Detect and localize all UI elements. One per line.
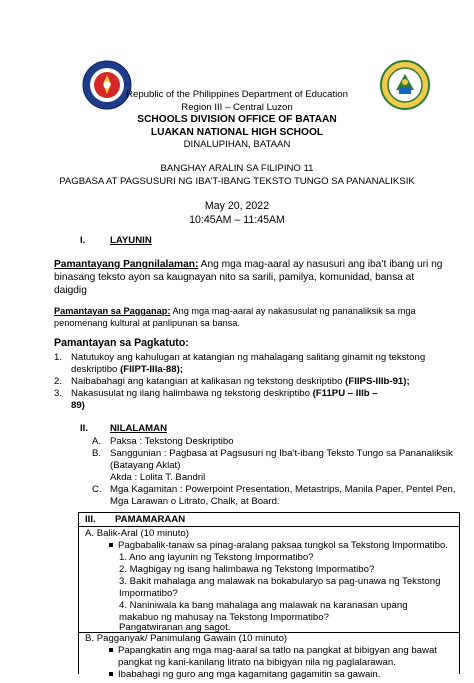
procedure-table — [78, 512, 460, 680]
header-line-1: Republic of the Philippines Department of Education — [126, 89, 348, 100]
competency-code: (FIIPS-IIIb-91); — [345, 376, 410, 387]
section-2-title: NILALAMAN — [110, 423, 168, 434]
pagganyak-title: B. Pagganyak/ Panimulang Gawain (10 minuto) — [85, 633, 288, 644]
bullet-text: Pagbabalik-tanaw sa pinag-aralang paksaa tungkol sa Tekstong Impormatibo. — [118, 540, 448, 551]
pangnilalaman-text-1: Ang mga mag-aaral ay nasusuri ang iba’t ibang uri ng — [198, 259, 443, 270]
question-4-cont-2: Pangatwiranan ang sagot. — [119, 622, 231, 633]
pagkatuto-label: Pamantayan sa Pagkatuto: — [54, 337, 189, 349]
competency-text-line — [71, 376, 410, 388]
competency-text: Nakasusulat ng ilang halimbawa ng tekstong deskriptibo — [71, 388, 313, 399]
bullet-icon — [109, 543, 113, 547]
competency-3 — [54, 388, 378, 400]
competency-text: Naibabahagi ang katangian at kalikasan ng tekstong deskriptibo — [71, 376, 346, 387]
competency-3-code-cont: 89) — [71, 400, 85, 411]
pamantayang-pangnilalaman — [54, 259, 442, 271]
lesson-time: 10:45AM – 11:45AM — [189, 214, 285, 226]
header-location: DINALUPIHAN, BATAAN — [183, 139, 291, 150]
bullet-icon — [109, 648, 113, 652]
pagganap-text-2: penomenang kultural at panlipunan sa bansa. — [54, 318, 240, 328]
competency-number: 2. — [54, 376, 63, 387]
competency-1-line-2 — [71, 364, 183, 376]
bullet-text: Papangkatin ang mga mag-aaral sa tatlo na pangkat at bibigyan ang bawat — [118, 645, 437, 656]
table-header-row — [79, 513, 459, 527]
question-1: 1. Ano ang layunin ng Tekstong Impormatibo? — [119, 552, 314, 563]
balik-aral-bullet — [109, 540, 448, 552]
competency-code: (FIIPT-IIIa-88); — [120, 364, 183, 375]
plan-title: BANGHAY ARALIN SA FILIPINO 11 — [160, 163, 314, 174]
pagganap-text-1: Ang mga mag-aaral ay nakasusulat ng pananaliksik sa mga — [170, 306, 416, 316]
content-item-a-letter: A. — [92, 436, 102, 447]
section-2-number: II. — [80, 423, 88, 434]
competency-text: deskriptibo — [71, 364, 121, 375]
competency-number: 1. — [54, 352, 63, 363]
question-2: 2. Magbigay ng isang halimbawa ng Tekstong Impormatibo? — [119, 564, 375, 575]
competency-text-line — [71, 388, 378, 400]
question-3-cont: Impormatibo? — [119, 588, 178, 599]
header-line-2: Region III – Central Luzon — [181, 102, 293, 113]
section-1-number: I. — [80, 235, 86, 246]
header-division: SCHOOLS DIVISION OFFICE OF BATAAN — [137, 114, 337, 125]
question-4: 4. Naniniwala ka bang mahalaga ang malawak na karanasan upang — [119, 600, 408, 611]
pagganyak-bullet-1-cont: pangkat ng kani-kanilang litrato na bibigyan nila ng paglalarawan. — [118, 657, 396, 668]
content-item-c-line-2: Mga Larawan o Litrato, Chalk, at Board. — [110, 496, 280, 507]
table-row-pagganyak — [79, 633, 459, 683]
competency-text: Natutukoy ang kahulugan at katangian ng mahalagang salitang ginamit ng tekstong — [71, 352, 426, 363]
competency-2 — [54, 376, 410, 388]
header-school: LUAKAN NATIONAL HIGH SCHOOL — [150, 127, 324, 138]
pangnilalaman-text-2: binasang teksto ayon sa kaugnayan nito sa sarili, pamilya, komunidad, bansa at — [54, 272, 415, 283]
content-item-b: Sanggunian : Pagbasa at Pagsusuri ng Iba’t-ibang Teksto Tungo sa Pananaliksik — [110, 448, 453, 459]
pamantayan-sa-pagganap — [54, 306, 416, 318]
section-3-title: PAMAMARAAN — [115, 514, 186, 525]
bullet-icon — [109, 672, 113, 676]
content-item-b-line-3: Akda : Lolita T. Bandril — [110, 472, 206, 483]
section-3-number: III. — [85, 514, 96, 525]
table-row-balik-aral — [79, 527, 459, 633]
content-item-c-letter: C. — [92, 484, 102, 495]
competency-1 — [54, 352, 426, 364]
pagganap-label: Pamantayan sa Pagganap: — [54, 306, 171, 316]
balik-aral-title: A. Balik-Aral (10 minuto) — [85, 528, 189, 539]
subject-title: PAGBASA AT PAGSUSURI NG IBA’T-IBANG TEKSTO TUNGO SA PANANALIKSIK — [59, 176, 415, 187]
content-item-c: Mga Kagamitan : Powerpoint Presentation, Metastrips, Manila Paper, Pentel Pen, — [110, 484, 456, 495]
content-item-b-line-2: (Batayang Aklat) — [110, 460, 181, 471]
question-4-cont: makabuo ng mahusay na Tekstong Impormatibo? — [119, 612, 329, 623]
lesson-date: May 20, 2022 — [204, 200, 270, 212]
content-item-b-letter: B. — [92, 448, 102, 459]
competency-code: (F11PU – IIIb – — [312, 388, 378, 399]
question-3: 3. Bakit mahalaga ang malawak na bokabularyo sa pag-unawa ng Tekstong — [119, 576, 441, 587]
competency-number: 3. — [54, 388, 63, 399]
pagganyak-bullet-1 — [109, 645, 437, 657]
pangnilalaman-text-3: daigdig — [54, 285, 87, 296]
bullet-text: Ibabahagi ng guro ang mga kagamitang gagamitin sa gawain. — [118, 669, 381, 680]
pangnilalaman-label: Pamantayang Pangnilalaman: — [54, 259, 199, 270]
content-item-a: Paksa : Tekstong Deskriptibo — [110, 436, 234, 447]
section-1-title: LAYUNIN — [110, 235, 152, 246]
pagganyak-bullet-2 — [109, 669, 380, 681]
